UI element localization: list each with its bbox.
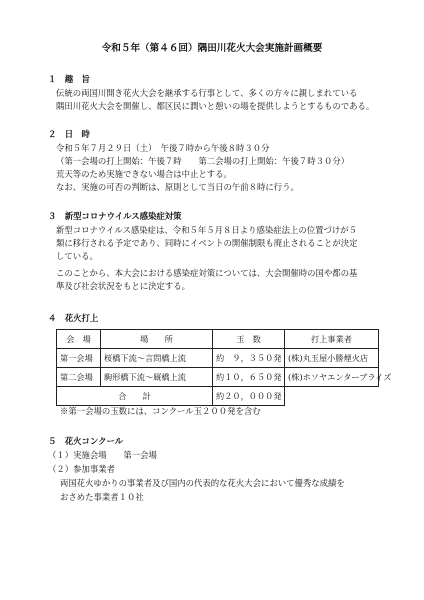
section-5-line: 両国花火ゆかりの事業者及び国内の代表的な花火大会において優秀な成績を [60, 478, 345, 488]
table-header-cell: 場 所 [101, 330, 213, 349]
table-cell: 第一会場 [57, 349, 101, 368]
section-3-line: このことから、本大会における感染症対策については、大会開催時の国や都の基 [56, 268, 358, 278]
section-2-line: なお、実施の可否の判断は、原則として当日の午前８時に行う。 [56, 182, 299, 192]
table-cell: 桜橋下流～言問橋上流 [101, 349, 213, 368]
section-2-line: 令和５年７月２９日（土） 午後７時から午後８時３０分 [56, 143, 270, 153]
section-5-heading: ５ 花火コンクール [48, 436, 124, 446]
section-5-line: おさめた事業者１０社 [60, 492, 144, 502]
table-header-row [57, 330, 379, 349]
section-1-line: 隅田川花火大会を開催し、都区民に潤いと憩いの場を提供しようとするものである。 [56, 101, 375, 111]
section-3-line: 類に移行される予定であり、同時にイベントの開催制限も廃止されることが決定 [56, 238, 358, 248]
table-cell: 約 ９，３５０発 [213, 349, 285, 368]
table-header-cell: 玉 数 [213, 330, 285, 349]
section-1-line: 伝統の両国川開き花火大会を継承する行事として、多くの方々に親しまれている [56, 88, 358, 98]
section-5-item: （１）実施会場 第一会場 [48, 450, 157, 460]
table-cell: 駒形橋下流～厩橋上流 [101, 368, 213, 387]
table-total-value: 約２０，０００発 [213, 387, 285, 406]
table-total-label: 合 計 [57, 387, 213, 406]
document-title: 令和５年（第４６回）隅田川花火大会実施計画概要 [101, 43, 323, 54]
section-1-heading: １ 趣 旨 [48, 74, 90, 84]
section-4-heading: ４ 花火打上 [48, 313, 99, 323]
table-cell: (株)ホソヤエンタープライズ [285, 368, 379, 387]
table-total-row [57, 387, 379, 406]
table-cell: (株)丸玉屋小勝煙火店 [285, 349, 379, 368]
table-row [57, 368, 379, 387]
table-cell: 約１０，６５０発 [213, 368, 285, 387]
section-2-line: （第一会場の打上開始：午後７時 第二会場の打上開始：午後７時３０分） [56, 156, 350, 166]
section-3-line: 新型コロナウイルス感染症は、令和５年５月８日より感染症法上の位置づけが５ [56, 225, 357, 235]
section-3-heading: ３ 新型コロナウイルス感染症対策 [48, 211, 182, 221]
table-row [57, 349, 379, 368]
table-empty-cell [285, 387, 379, 406]
table-cell: 第二会場 [57, 368, 101, 387]
table-note: ※第一会場の玉数には、コンクール玉２００発を含む [60, 406, 261, 416]
table-header-cell: 会 場 [57, 330, 101, 349]
section-2-heading: ２ 日 時 [48, 129, 90, 139]
section-3-line: している。 [56, 251, 98, 261]
section-5-item: （２）参加事業者 [48, 464, 115, 474]
section-3-line: 準及び社会状況をもとに決定する。 [56, 281, 190, 291]
fireworks-table [56, 329, 392, 406]
section-2-line: 荒天等のため実施できない場合は中止とする。 [56, 169, 232, 179]
table-header-cell: 打上事業者 [285, 330, 379, 349]
